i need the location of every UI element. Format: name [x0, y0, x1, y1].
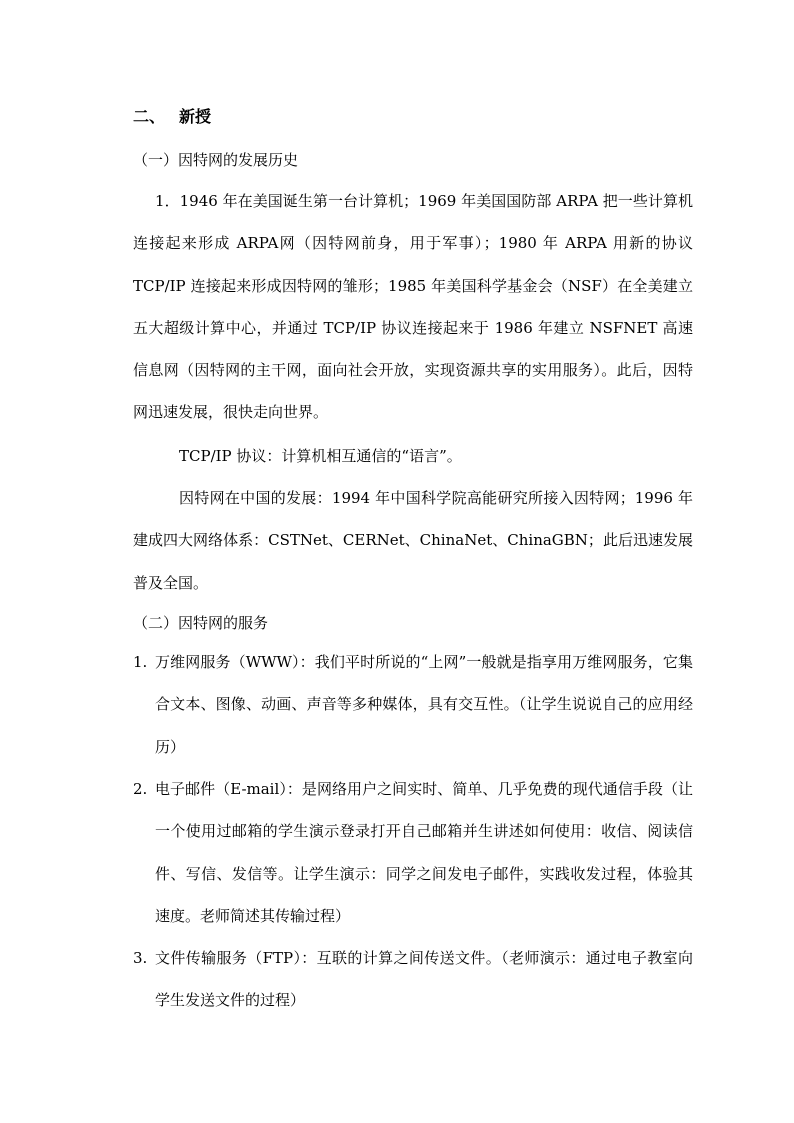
china-paragraph: 因特网在中国的发展：1994 年中国科学院高能研究所接入因特网；1996 年建成四大网络体系：CSTNet、CERNet、ChinaNet、ChinaGBN；此后迅速发展普及全国。: [133, 489, 693, 592]
history-paragraph: 1．1946 年在美国诞生第一台计算机；1969 年美国国防部 ARPA 把一些计算机连接起来形成 ARPA网（因特网前身，用于军事）；1980 年 ARPA 用新的协议 TCP/IP 连接起来形成因特网的雏形；1985 年美国科学基金会（NSF）在全美建立五大超级计算中心，并通过 TCP/IP 协议连接起来于 1986 年建立 NSFNET 高速信息网（因特网的主干网，面向社会开放，实现资源共享的实用服务）。此后，因特网迅速发展，很快走向世界。: [133, 192, 693, 422]
part2-heading: （二）因特网的服务: [133, 614, 269, 632]
section-title: 新授: [179, 107, 212, 126]
list-marker: 3.: [133, 949, 148, 967]
list-item-text: 文件传输服务（FTP）：互联的计算之间传送文件。（老师演示：通过电子教室向学生发送文件的过程）: [155, 949, 693, 1010]
list-marker: 1.: [133, 653, 148, 671]
section-number: 二、: [133, 107, 166, 126]
service-list-item-www: [133, 641, 693, 768]
tcpip-paragraph: TCP/IP 协议：计算机相互通信的“语言”。: [179, 447, 462, 465]
service-list-item-email: [133, 768, 693, 937]
list-marker: 2.: [133, 780, 148, 798]
section-heading: [133, 104, 211, 127]
list-item-text: 电子邮件（E-mail）：是网络用户之间实时、简单、几乎免费的现代通信手段（让一个使用过邮箱的学生演示登录打开自己邮箱并生讲述如何使用：收信、阅读信件、写信、发信等。让学生演示：同学之间发电子邮件，实践收发过程，体验其速度。老师简述其传输过程）: [155, 780, 693, 925]
part1-heading: （一）因特网的发展历史: [133, 151, 299, 169]
list-item-text: 万维网服务（WWW）：我们平时所说的“上网”一般就是指享用万维网服务，它集合文本、图像、动画、声音等多种媒体，具有交互性。（让学生说说自己的应用经历）: [155, 653, 693, 756]
service-list-item-ftp: [133, 937, 693, 1022]
